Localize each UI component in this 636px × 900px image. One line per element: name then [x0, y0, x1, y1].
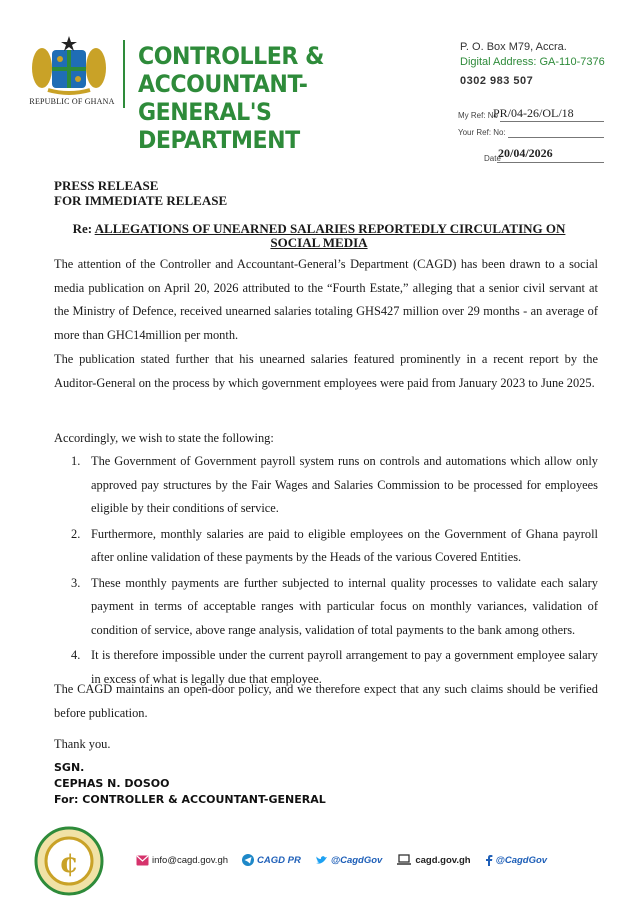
republic-label: REPUBLIC OF GHANA: [29, 97, 115, 106]
date-label: Date: [484, 154, 501, 163]
header-divider: [123, 40, 125, 108]
footer-twitter-text: @CagdGov: [330, 854, 383, 866]
subject-line1: ALLEGATIONS OF UNEARNED SALARIES REPORTEDLY CIRCULATING ON: [94, 221, 566, 236]
date-value: 20/04/2026: [498, 146, 553, 160]
thank-you: Thank you.: [54, 737, 111, 751]
footer-email-text: info@cagd.gov.gh: [152, 854, 229, 866]
paragraph-open-door: The CAGD maintains an open-door policy, and we therefore expect that any such claims should be verified before publication.: [54, 682, 598, 720]
twitter-bird-icon: [315, 855, 328, 865]
signatory-title: For: CONTROLLER & ACCOUNTANT-GENERAL: [54, 793, 326, 806]
list-item: 2. Furthermore, monthly salaries are paid to eligible employees on the Government of Ghana payroll after online validation of these payments by the Heads of the various Covered Entities.: [71, 526, 598, 564]
paragraph-attention: The attention of the Controller and Accountant-General’s Department (CAGD) has been drawn to a social media publication on April 20, 2026 attributed to the “Fourth Estate,” alleging that a senior civil servant at the Ministry of Defence, received unearned salaries totaling GHS427 million over 29 months - an average of more than GHC14million per month.: [54, 257, 598, 342]
your-ref-line: [508, 137, 604, 138]
my-ref-label: My Ref: No: [458, 111, 499, 120]
footer-twitter[interactable]: [315, 855, 383, 866]
footer-contacts: [136, 852, 561, 868]
signatory-name: CEPHAS N. DOSOO: [54, 777, 170, 790]
footer-facebook[interactable]: [485, 854, 548, 866]
digital-address: Digital Address: GA-110-7376: [460, 56, 605, 68]
subject-line2: SOCIAL MEDIA: [270, 235, 368, 250]
department-title-line2: GENERAL'S DEPARTMENT: [138, 98, 300, 154]
footer-telegram-text: CAGD PR: [257, 854, 301, 866]
cagd-seal-icon: [34, 826, 104, 896]
list-item: 4. It is therefore impossible under the current payroll arrangement to pay a government employee salary in excess of what is legally due that employee.: [71, 648, 598, 686]
press-release-line2: FOR IMMEDIATE RELEASE: [54, 193, 228, 208]
footer-email[interactable]: [136, 855, 228, 866]
subject-prefix: Re:: [72, 221, 93, 236]
ghana-coat-of-arms-icon: [30, 34, 108, 98]
department-title-line1: CONTROLLER & ACCOUNTANT-: [138, 42, 324, 98]
statement-list: [54, 450, 598, 691]
subject-heading: [54, 222, 584, 250]
signature-block: [54, 760, 326, 808]
department-title: [138, 42, 414, 154]
footer-telegram[interactable]: [242, 854, 301, 866]
paragraph-publication: The publication stated further that his unearned salaries featured prominently in a recent report by the Auditor-General on the process by which government employees were paid from January 2023 to June 2025.: [54, 352, 598, 390]
po-box: P. O. Box M79, Accra.: [460, 41, 567, 53]
press-release-line1: PRESS RELEASE: [54, 178, 159, 193]
paragraph-accordingly: Accordingly, we wish to state the following:: [54, 431, 274, 445]
signature-sgn: SGN.: [54, 761, 85, 774]
footer-website-text: cagd.gov.gh: [415, 854, 471, 866]
list-item: 1. The Government of Government payroll system runs on controls and automations which allow only approved pay structures by the Fair Wages and Salaries Commission to be processed for employees eligible by their conditions of service.: [71, 454, 598, 515]
my-ref-value: PR/04-26/OL/18: [493, 106, 574, 120]
footer-facebook-text: @CagdGov: [495, 854, 548, 866]
list-item: 3. These monthly payments are further subjected to internal quality processes to validate each salary payment in terms of acceptable ranges with particular focus on monthly variances, validation of condition of service, above range analysis, validation of total payments to the bank among others.: [71, 575, 598, 637]
press-release-heading: [54, 178, 227, 208]
laptop-icon: [396, 854, 412, 866]
facebook-icon: [485, 854, 493, 866]
telegram-icon: [242, 854, 254, 866]
svg-text:¢: ¢: [59, 846, 79, 879]
phone-number: 0302 983 507: [460, 75, 534, 87]
my-ref-line: [500, 121, 604, 122]
your-ref-label: Your Ref: No:: [458, 128, 506, 137]
address-block: [460, 40, 605, 89]
mail-icon: [136, 855, 149, 866]
footer-website[interactable]: [396, 854, 470, 866]
date-line: [497, 162, 604, 163]
